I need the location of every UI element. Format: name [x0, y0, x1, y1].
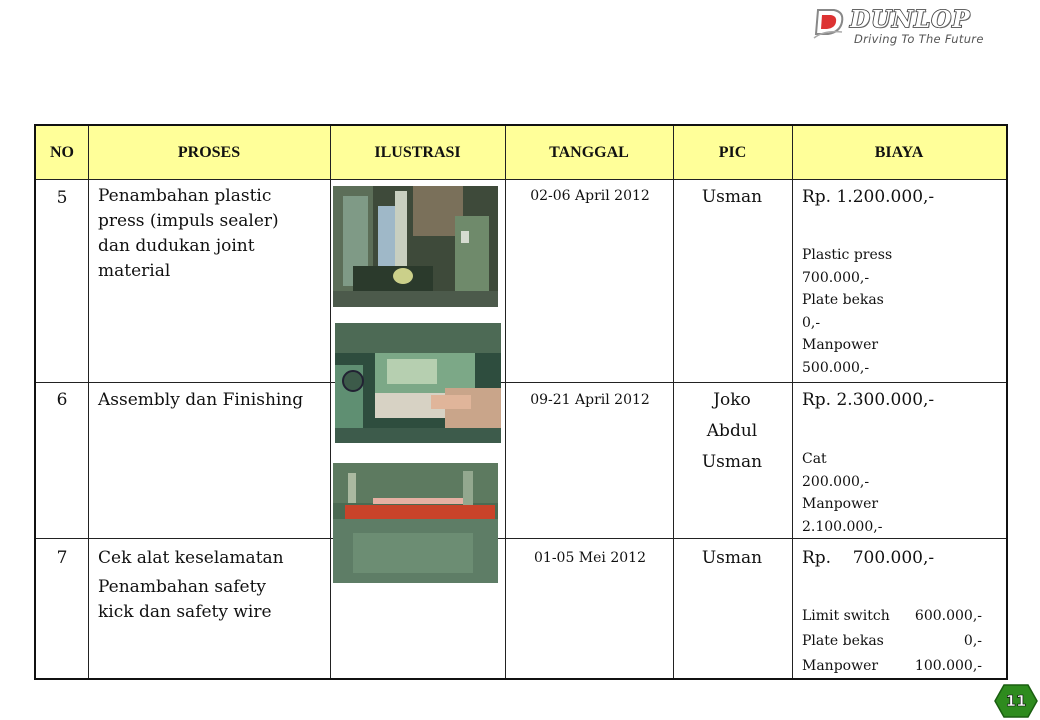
row-proses: Penambahan plastic press (impuls sealer) dan dudukan joint material: [98, 186, 279, 281]
row-no: 5: [56, 188, 68, 208]
row-biaya-detail: Plastic press 700.000,- Plate bekas 0,- Manpower 500.000,-: [802, 247, 893, 376]
logo-brand: DUNLOP: [850, 6, 971, 33]
row-biaya-detail: Cat 200.000,- Manpower 2.100.000,-: [802, 451, 883, 535]
header-biaya: BIAYA: [874, 143, 924, 161]
row-tanggal: 02-06 April 2012: [530, 188, 650, 204]
row-proses: Assembly dan Finishing: [98, 390, 304, 410]
row-biaya-detail: Limit switch 600.000,- Plate bekas 0,- Manpower 100.000,-: [802, 608, 982, 674]
header-proses: PROSES: [177, 143, 241, 161]
logo-tagline: Driving To The Future: [854, 32, 984, 46]
machine-photo-3: [333, 463, 498, 583]
cost-table: [34, 124, 1008, 680]
row-pic: Joko Abdul Usman: [701, 390, 763, 472]
row-proses: Cek alat keselamatan Penambahan safety kick dan safety wire: [98, 548, 284, 622]
row-tanggal: 09-21 April 2012: [530, 392, 650, 408]
row-no: 7: [56, 548, 68, 568]
row-tanggal: 01-05 Mei 2012: [534, 550, 646, 566]
header-no: NO: [50, 143, 74, 161]
dunlop-logo: [812, 4, 1036, 48]
header-pic: PIC: [718, 143, 747, 161]
header-ilustrasi: ILUSTRASI: [374, 143, 461, 161]
row-biaya-total: Rp. 700.000,-: [802, 548, 935, 568]
row-biaya-total: Rp. 1.200.000,-: [802, 187, 935, 207]
row-pic: Usman: [701, 548, 763, 568]
row-pic: Usman: [701, 187, 763, 207]
dunlop-flying-d-icon: [812, 4, 852, 44]
page-number: 11: [1005, 692, 1027, 710]
row-no: 6: [56, 390, 68, 410]
header-tanggal: TANGGAL: [549, 143, 629, 161]
row-biaya-total: Rp. 2.300.000,-: [802, 390, 935, 410]
machine-photo-2: [335, 323, 501, 443]
page-number-badge: [994, 684, 1038, 718]
machine-photo-1: [333, 186, 498, 307]
